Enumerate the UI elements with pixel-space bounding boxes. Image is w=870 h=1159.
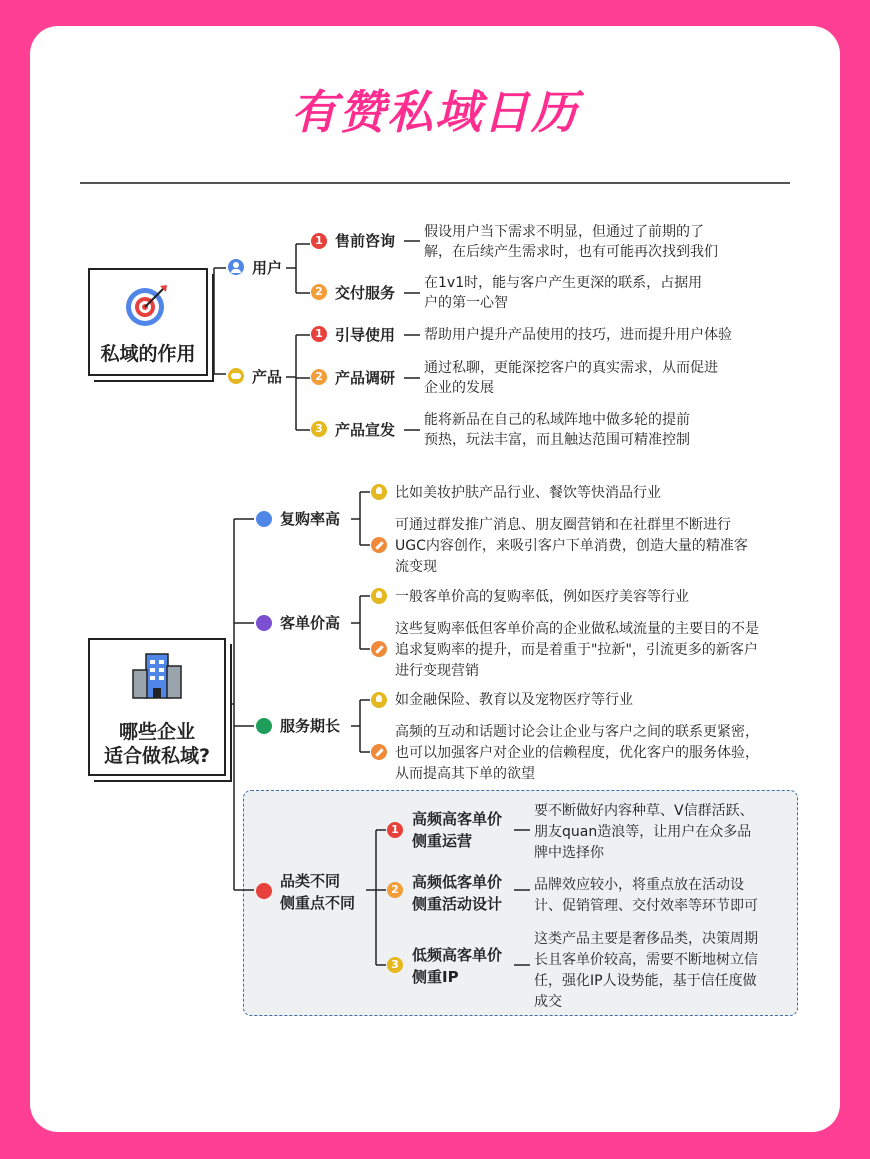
long-service-note-line1: 高频的互动和话题讨论会让企业与客户之间的联系更紧密， (395, 724, 759, 740)
cat3-line4: 成交 (534, 994, 562, 1010)
item-guide-line1: 帮助用户提升产品使用的技巧，进而提升用户体验 (424, 327, 732, 343)
bulb-icon (371, 588, 387, 604)
number-1-icon: 1 (311, 233, 327, 249)
cat1-line2: 朋友quan造浪等，让用户在众多品 (534, 824, 752, 840)
item-presale-line2: 解，在后续产生需求时，也有可能再次找到我们 (424, 244, 718, 260)
branch-user: 用户 (252, 259, 283, 277)
pencil-icon (371, 537, 387, 553)
long-service-note-line2: 也可以加强客户对企业的信赖程度，优化客户的服务体验， (395, 745, 759, 761)
repurchase-note-line2: UGC内容创作，来吸引客户下单消费，创造大量的精准客 (395, 538, 748, 554)
red-dot-icon (256, 883, 272, 899)
section1-root-label: 私域的作用 (100, 343, 196, 365)
cat1-line3: 牌中选择你 (534, 845, 604, 861)
pencil-icon (371, 641, 387, 657)
cat2-title2: 侧重活动设计 (412, 895, 503, 913)
item-guide-title: 引导使用 (335, 326, 396, 344)
cat1-title1: 高频高客单价 (412, 810, 503, 828)
page-title: 有赞私域日历 (291, 85, 579, 139)
cat3-line3: 任，强化IP人设势能，基于信任度做 (534, 973, 757, 989)
gamepad-icon (228, 368, 244, 384)
branch-long-service: 服务期长 (280, 717, 341, 735)
item-launch-line1: 能将新品在自己的私域阵地中做多轮的提前 (424, 412, 690, 428)
section2-root-label-line1: 哪些企业 (118, 721, 195, 743)
high-price-note-line3: 进行变现营销 (395, 663, 479, 679)
cat2-line2: 计、促销管理、交付效率等环节即可 (534, 898, 758, 914)
item-delivery-line1: 在1v1时，能与客户产生更深的联系，占据用 (424, 275, 703, 291)
number-1-icon: 1 (311, 326, 327, 342)
section1-root-box (88, 268, 208, 376)
repurchase-tip: 比如美妆护肤产品行业、餐饮等快消品行业 (395, 485, 661, 501)
cat3-title1: 低频高客单价 (412, 946, 503, 964)
branch-high-price: 客单价高 (280, 614, 341, 632)
repurchase-note-line3: 流变现 (395, 559, 437, 575)
item-research-line2: 企业的发展 (424, 380, 494, 396)
item-research-line1: 通过私聊，更能深挖客户的真实需求，从而促进 (424, 360, 718, 376)
long-service-tip: 如金融保险、教育以及宠物医疗等行业 (395, 692, 633, 708)
cat2-line1: 品牌效应较小，将重点放在活动设 (534, 877, 744, 893)
number-2-icon: 2 (311, 284, 327, 300)
item-delivery-line2: 户的第一心智 (424, 295, 508, 311)
cat3-line1: 这类产品主要是奢侈品类，决策周期 (534, 931, 758, 947)
cat2-title1: 高频低客单价 (412, 873, 503, 891)
number-2-icon: 2 (311, 369, 327, 385)
cat1-line1: 要不断做好内容种草、V信群活跃、 (534, 803, 754, 819)
high-price-note-line2: 追求复购率的提升，而是着重于"拉新"，引流更多的新客户 (395, 642, 758, 658)
number-3-icon: 3 (387, 957, 403, 973)
item-presale-title: 售前咨询 (335, 232, 396, 250)
branch-product: 产品 (252, 368, 283, 386)
pencil-icon (371, 744, 387, 760)
cat1-title2: 侧重运营 (412, 832, 473, 850)
cat3-title2: 侧重IP (412, 968, 459, 986)
item-delivery-title: 交付服务 (335, 284, 396, 302)
long-service-note-line3: 从而提高其下单的欲望 (395, 766, 535, 782)
item-presale-line1: 假设用户当下需求不明显，但通过了前期的了 (424, 224, 704, 240)
item-launch-line2: 预热，玩法丰富，而且触达范围可精准控制 (424, 432, 690, 448)
branch-category-line2: 侧重点不同 (280, 894, 356, 912)
repurchase-note-line1: 可通过群发推广消息、朋友圈营销和在社群里不断进行 (395, 517, 731, 533)
purple-dot-icon (256, 615, 272, 631)
item-launch-title: 产品宣发 (335, 421, 396, 439)
blue-dot-icon (256, 511, 272, 527)
branch-category-line1: 品类不同 (280, 872, 341, 890)
target-icon (124, 282, 170, 328)
high-price-tip: 一般客单价高的复购率低，例如医疗美容等行业 (395, 589, 689, 605)
building-icon (130, 652, 184, 700)
section2-root-label-line2: 适合做私域? (103, 745, 211, 767)
number-1-icon: 1 (387, 822, 403, 838)
bulb-icon (371, 484, 387, 500)
cat3-line2: 长且客单价较高，需要不断地树立信 (534, 952, 758, 968)
number-2-icon: 2 (387, 882, 403, 898)
user-icon (228, 259, 244, 275)
green-dot-icon (256, 718, 272, 734)
item-research-title: 产品调研 (335, 369, 396, 387)
high-price-note-line1: 这些复购率低但客单价高的企业做私域流量的主要目的不是 (395, 621, 759, 637)
section2-root-box (88, 638, 226, 776)
bulb-icon (371, 692, 387, 708)
branch-repurchase: 复购率高 (280, 510, 341, 528)
number-3-icon: 3 (311, 421, 327, 437)
